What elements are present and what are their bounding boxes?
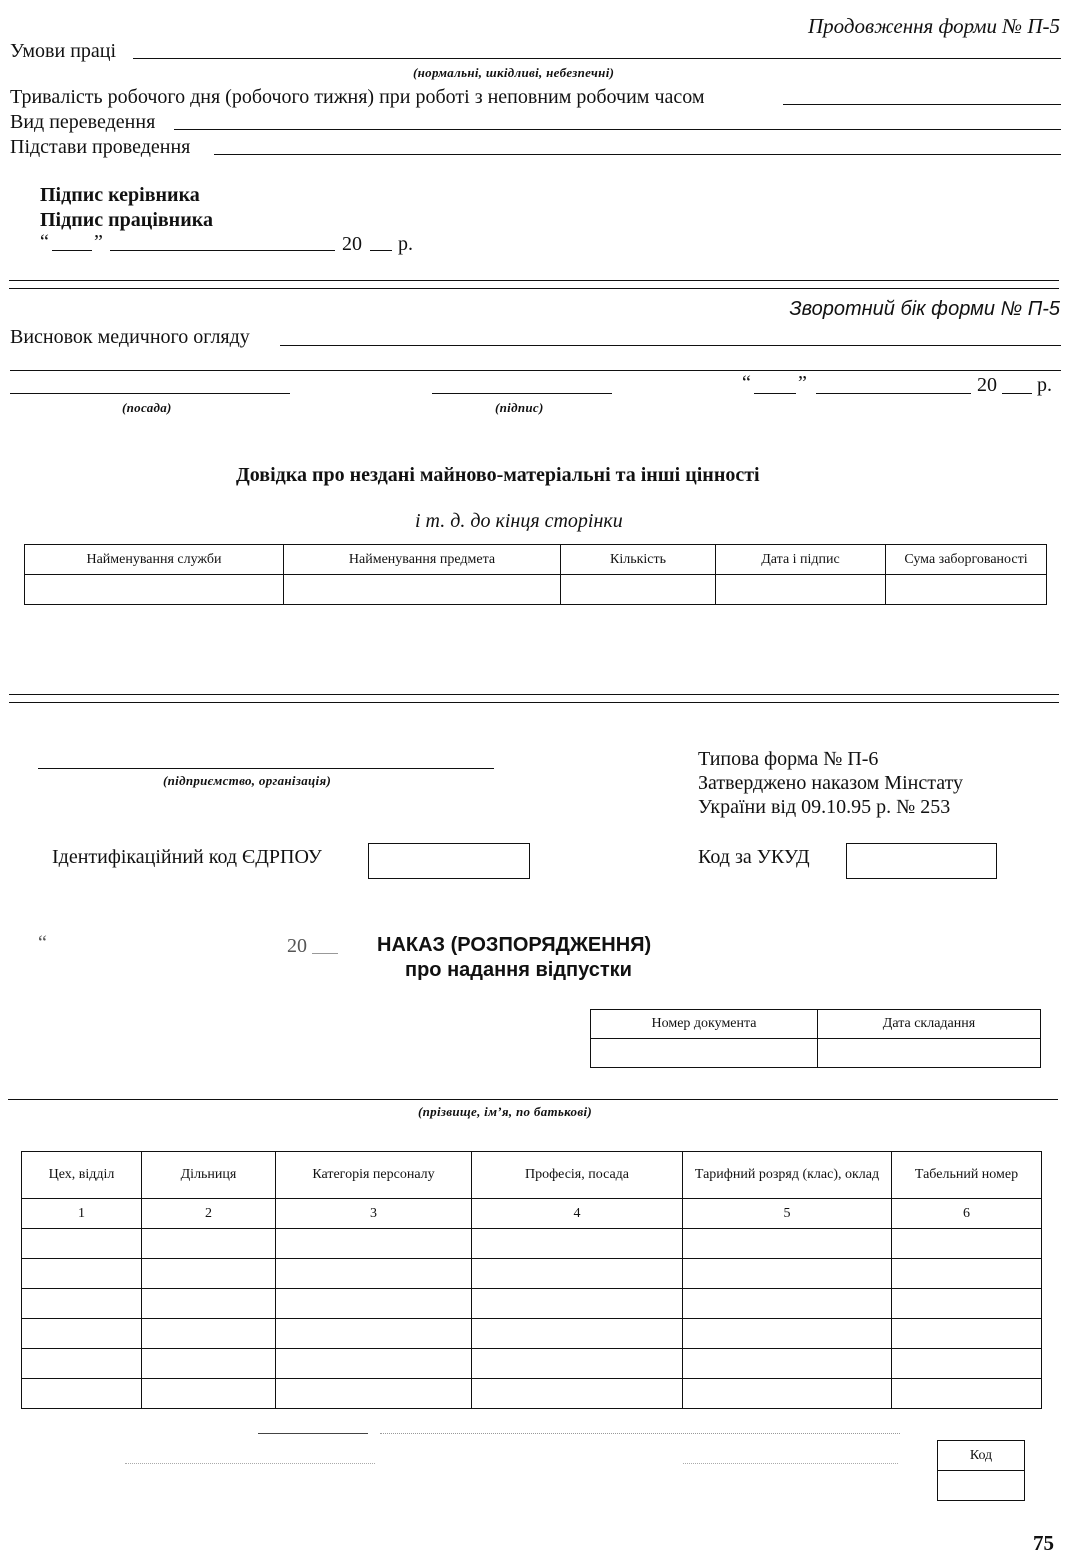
working-conditions-label: Умови праці — [10, 40, 117, 62]
table-cell[interactable] — [892, 1259, 1042, 1289]
table-cell[interactable] — [683, 1349, 892, 1379]
table-cell[interactable] — [22, 1259, 142, 1289]
table-cell[interactable] — [142, 1379, 276, 1409]
page-number: 75 — [1033, 1531, 1054, 1555]
document-date-field[interactable] — [818, 1039, 1041, 1068]
table-cell[interactable] — [683, 1229, 892, 1259]
table-header: Дата складання — [818, 1010, 1041, 1039]
table-cell[interactable] — [892, 1319, 1042, 1349]
section-divider — [9, 280, 1059, 281]
table-cell[interactable] — [892, 1289, 1042, 1319]
reverse-title: Зворотний бік форми № П-5 — [789, 298, 1060, 320]
table-row — [22, 1229, 1042, 1259]
document-number-field[interactable] — [591, 1039, 818, 1068]
table-cell[interactable] — [683, 1259, 892, 1289]
date-open-quote: “ — [40, 231, 49, 253]
table-cell[interactable] — [892, 1349, 1042, 1379]
table-header: Табельний номер — [892, 1152, 1042, 1199]
section-divider — [9, 288, 1059, 289]
column-number: 6 — [892, 1199, 1042, 1229]
table-header: Найменування служби — [25, 545, 284, 575]
table-row — [22, 1259, 1042, 1289]
table-cell[interactable] — [472, 1229, 683, 1259]
table-header: Категорія персоналу — [276, 1152, 472, 1199]
table-cell[interactable] — [472, 1349, 683, 1379]
employee-signature-label: Підпис працівника — [40, 209, 213, 231]
table-header: Професія, посада — [472, 1152, 683, 1199]
manager-signature-label: Підпис керівника — [40, 184, 200, 206]
column-number: 5 — [683, 1199, 892, 1229]
medical-field[interactable] — [280, 345, 1061, 346]
faint-line — [125, 1463, 375, 1464]
faint-line — [258, 1433, 368, 1434]
table-header: Дільниця — [142, 1152, 276, 1199]
date-year-field[interactable] — [370, 250, 392, 251]
reverse-date-open-quote: “ — [742, 372, 751, 394]
date-year-prefix: 20 — [342, 233, 362, 255]
table-cell[interactable] — [472, 1319, 683, 1349]
valuables-table — [24, 544, 1047, 605]
organization-field[interactable] — [38, 768, 494, 769]
approved-line-1: Затверджено наказом Мінстату — [698, 772, 964, 794]
table-cell[interactable] — [142, 1349, 276, 1379]
edrpou-label: Ідентифікаційний код ЄДРПОУ — [52, 846, 322, 868]
code-field[interactable] — [938, 1471, 1025, 1501]
employee-name-field[interactable] — [8, 1099, 1058, 1100]
reverse-date-year-suffix: р. — [1037, 374, 1052, 396]
table-header: Найменування предмета — [284, 545, 561, 575]
table-cell[interactable] — [886, 575, 1047, 605]
ukud-label: Код за УКУД — [698, 846, 810, 868]
table-header: Цех, відділ — [22, 1152, 142, 1199]
signature-caption: (підпис) — [495, 400, 544, 415]
transfer-type-field[interactable] — [174, 129, 1061, 130]
ukud-field[interactable] — [846, 843, 997, 879]
grounds-label: Підстави проведення — [10, 136, 191, 158]
table-header: Номер документа — [591, 1010, 818, 1039]
document-info-table — [590, 1009, 1041, 1068]
table-cell[interactable] — [142, 1259, 276, 1289]
table-cell[interactable] — [142, 1229, 276, 1259]
reference-title: Довідка про нездані майново-матеріальні та інші цінності — [236, 464, 760, 486]
order-date-year-prefix: 20 — [287, 935, 307, 957]
section-divider — [9, 702, 1059, 703]
faint-line — [683, 1463, 898, 1464]
table-cell[interactable] — [276, 1289, 472, 1319]
code-table — [937, 1440, 1025, 1501]
faint-line — [380, 1433, 900, 1434]
table-row — [22, 1289, 1042, 1319]
grounds-field[interactable] — [214, 154, 1061, 155]
reverse-date-year-field[interactable] — [1002, 393, 1032, 394]
table-cell[interactable] — [22, 1229, 142, 1259]
medical-field-continued[interactable] — [10, 370, 1061, 371]
table-header: Кількість — [561, 545, 716, 575]
table-cell[interactable] — [716, 575, 886, 605]
form-name: Типова форма № П-6 — [698, 748, 879, 770]
column-number: 2 — [142, 1199, 276, 1229]
date-month-field[interactable] — [110, 250, 335, 251]
table-cell[interactable] — [22, 1319, 142, 1349]
table-cell[interactable] — [276, 1259, 472, 1289]
table-cell[interactable] — [142, 1289, 276, 1319]
section-divider — [9, 694, 1059, 695]
table-header: Дата і підпис — [716, 545, 886, 575]
table-cell[interactable] — [22, 1289, 142, 1319]
table-cell[interactable] — [683, 1319, 892, 1349]
employee-info-table — [21, 1151, 1042, 1409]
table-cell[interactable] — [284, 575, 561, 605]
table-row — [22, 1349, 1042, 1379]
working-conditions-caption: (нормальні, шкідливі, небезпечні) — [413, 65, 615, 80]
table-cell[interactable] — [472, 1289, 683, 1319]
order-date-year-field[interactable] — [312, 953, 338, 954]
part-time-field[interactable] — [783, 104, 1061, 105]
table-cell[interactable] — [892, 1229, 1042, 1259]
order-subtitle: про надання відпустки — [405, 959, 632, 981]
table-row — [22, 1379, 1042, 1409]
code-label: Код — [938, 1441, 1025, 1471]
table-cell[interactable] — [276, 1229, 472, 1259]
table-row — [25, 575, 1047, 605]
position-caption: (посада) — [122, 400, 172, 415]
table-cell[interactable] — [892, 1379, 1042, 1409]
edrpou-field[interactable] — [368, 843, 530, 879]
date-year-suffix: р. — [398, 233, 413, 255]
table-cell[interactable] — [22, 1349, 142, 1379]
table-cell[interactable] — [22, 1379, 142, 1409]
signature-field[interactable] — [432, 393, 612, 394]
order-title: НАКАЗ (РОЗПОРЯДЖЕННЯ) — [377, 934, 652, 956]
organization-caption: (підприємство, організація) — [163, 773, 332, 788]
reverse-date-month-field[interactable] — [816, 393, 971, 394]
table-header: Тарифний розряд (клас), оклад — [683, 1152, 892, 1199]
table-cell[interactable] — [142, 1319, 276, 1349]
table-cell[interactable] — [25, 575, 284, 605]
table-cell[interactable] — [276, 1379, 472, 1409]
column-number: 4 — [472, 1199, 683, 1229]
part-time-label: Тривалість робочого дня (робочого тижня) при роботі з неповним робочим часом — [10, 86, 705, 108]
table-cell[interactable] — [683, 1379, 892, 1409]
column-number: 3 — [276, 1199, 472, 1229]
table-cell[interactable] — [561, 575, 716, 605]
table-cell[interactable] — [472, 1379, 683, 1409]
reverse-date-day-field[interactable] — [754, 393, 796, 394]
table-row — [22, 1319, 1042, 1349]
table-cell[interactable] — [472, 1259, 683, 1289]
working-conditions-field[interactable] — [133, 58, 1061, 59]
table-cell[interactable] — [276, 1349, 472, 1379]
position-field[interactable] — [10, 393, 290, 394]
table-cell[interactable] — [683, 1289, 892, 1319]
medical-label: Висновок медичного огляду — [10, 326, 250, 348]
continuation-title: Продовження форми № П-5 — [808, 14, 1060, 38]
reference-note: і т. д. до кінця сторінки — [415, 510, 623, 532]
table-header: Сума заборгованості — [886, 545, 1047, 575]
date-day-field[interactable] — [52, 250, 92, 251]
approved-line-2: України від 09.10.95 р. № 253 — [698, 796, 951, 818]
employee-name-caption: (прізвище, ім’я, по батькові) — [418, 1104, 592, 1119]
order-date-open-quote: “ — [38, 932, 47, 954]
table-row — [591, 1039, 1041, 1068]
date-close-quote: ” — [94, 231, 103, 253]
column-number: 1 — [22, 1199, 142, 1229]
reverse-date-year-prefix: 20 — [977, 374, 997, 396]
table-cell[interactable] — [276, 1319, 472, 1349]
reverse-date-close-quote: ” — [798, 372, 807, 394]
transfer-type-label: Вид переведення — [10, 111, 156, 133]
